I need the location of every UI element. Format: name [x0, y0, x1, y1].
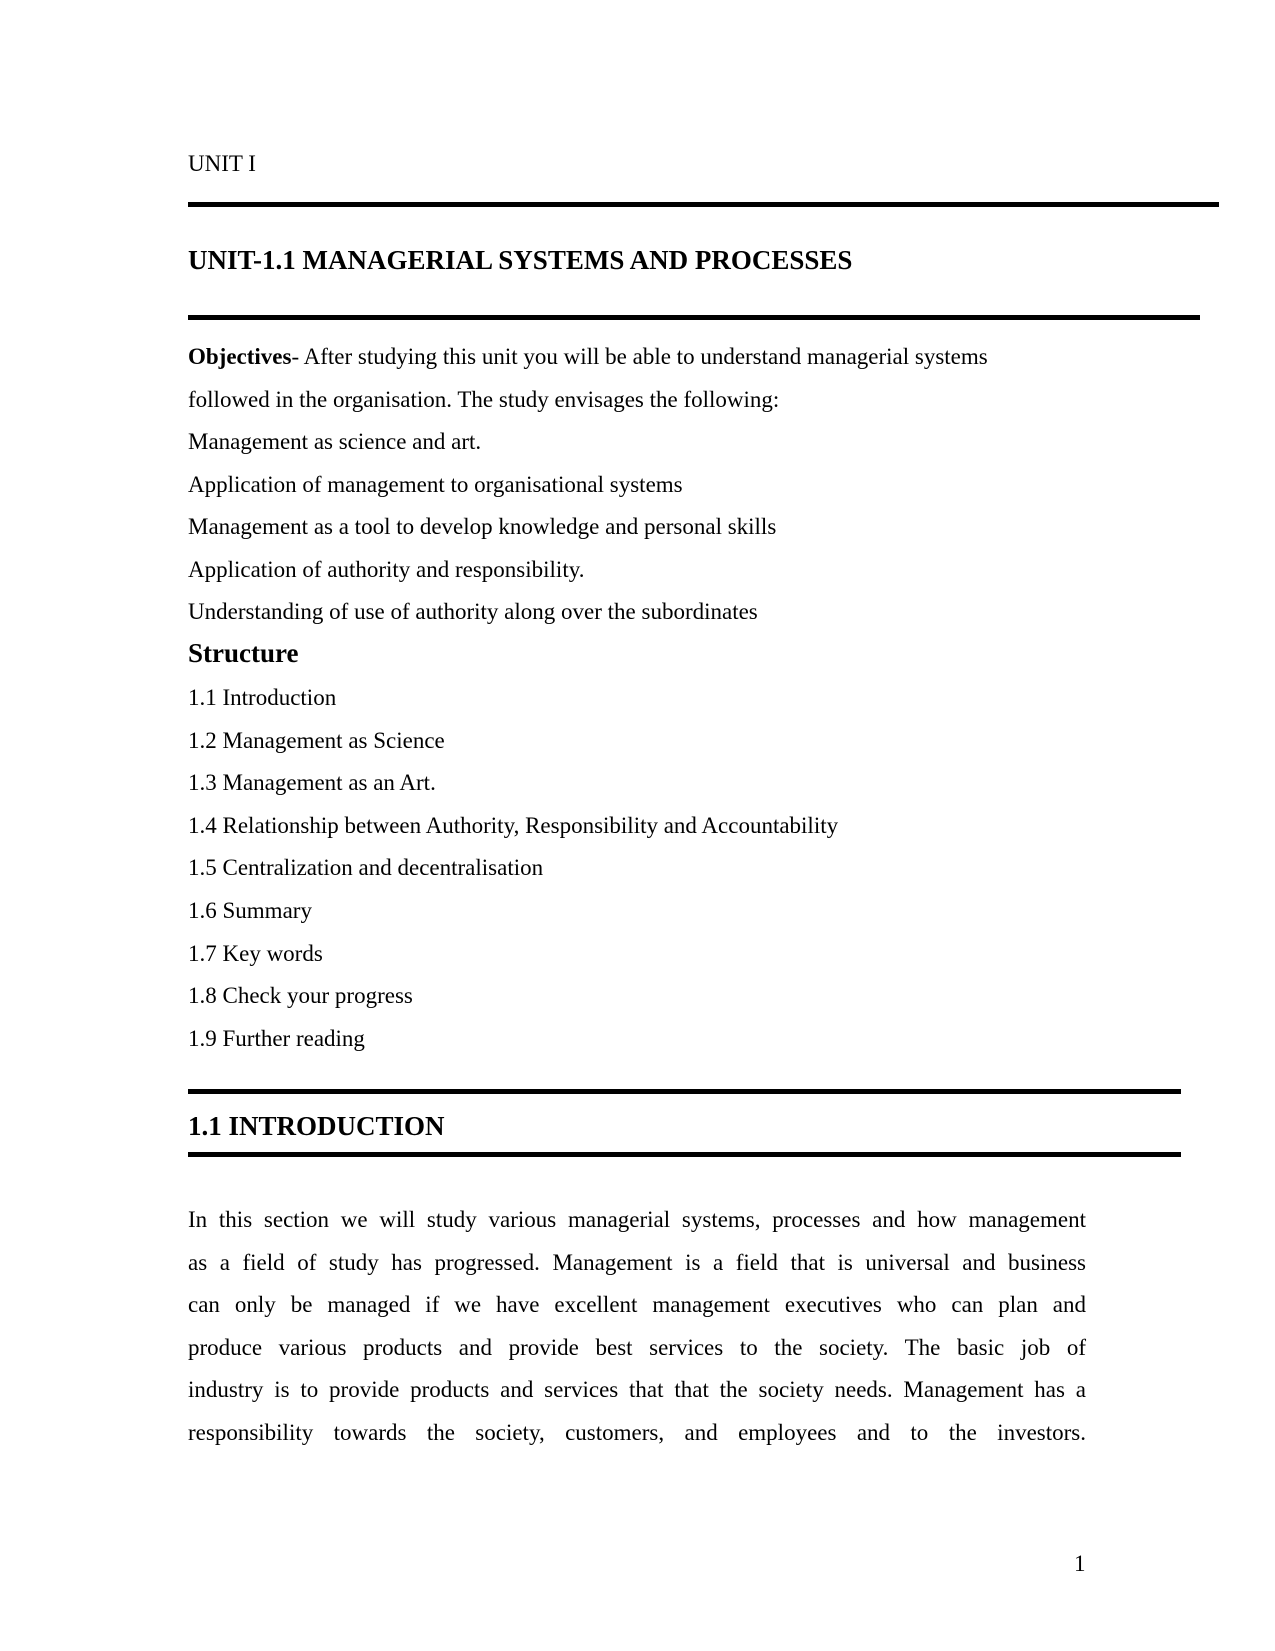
structure-item: 1.5 Centralization and decentralisation: [188, 855, 544, 881]
structure-heading: Structure: [188, 638, 299, 668]
unit-title: UNIT-1.1 MANAGERIAL SYSTEMS AND PROCESSES: [188, 245, 853, 275]
header-rule-top: [188, 202, 1219, 207]
unit-label: UNIT I: [188, 151, 256, 176]
introduction-paragraph: [188, 1199, 1086, 1455]
paragraph-line: In this section we will study various managerial systems, processes and how management: [188, 1207, 1086, 1232]
paragraph-line: responsibility towards the society, customers, and employees and to the investors.: [188, 1419, 1086, 1445]
paragraph-line: as a field of study has progressed. Management is a field that is universal and business: [188, 1249, 1086, 1275]
objective-item: Management as science and art.: [188, 429, 482, 454]
structure-list: [188, 684, 838, 1067]
objective-item: Application of management to organisational systems: [188, 471, 683, 497]
section-rule-bottom: [188, 1152, 1181, 1157]
paragraph-line: industry is to provide products and services that that the society needs. Management has a: [188, 1377, 1086, 1403]
objectives-intro-line-1: [188, 343, 988, 386]
objective-item: Understanding of use of authority along over the subordinates: [188, 599, 758, 624]
objective-item: Management as a tool to develop knowledge and personal skills: [188, 514, 777, 539]
structure-item: 1.8 Check your progress: [188, 983, 413, 1009]
section-rule-top: [188, 1089, 1181, 1094]
header-rule-bottom: [188, 315, 1200, 320]
objectives-intro-line-2: followed in the organisation. The study envisages the following:: [188, 386, 780, 412]
structure-item: 1.9 Further reading: [188, 1025, 365, 1051]
introduction-heading: 1.1 INTRODUCTION: [188, 1111, 445, 1141]
structure-item: 1.7 Key words: [188, 940, 323, 966]
objective-item: Application of authority and responsibility.: [188, 556, 585, 582]
structure-item: 1.3 Management as an Art.: [188, 770, 436, 796]
structure-item: 1.1 Introduction: [188, 685, 337, 710]
page-number: 1: [1074, 1551, 1086, 1576]
paragraph-line: can only be managed if we have excellent management executives who can plan and: [188, 1292, 1086, 1318]
paragraph-line: produce various products and provide best services to the society. The basic job of: [188, 1334, 1086, 1360]
structure-item: 1.6 Summary: [188, 897, 312, 923]
structure-item: 1.4 Relationship between Authority, Responsibility and Accountability: [188, 812, 839, 838]
objectives-section: [188, 343, 988, 641]
objectives-intro-text: - After studying this unit you will be able to understand managerial systems: [291, 344, 988, 369]
objectives-label: Objectives: [188, 344, 292, 369]
structure-item: 1.2 Management as Science: [188, 727, 445, 753]
